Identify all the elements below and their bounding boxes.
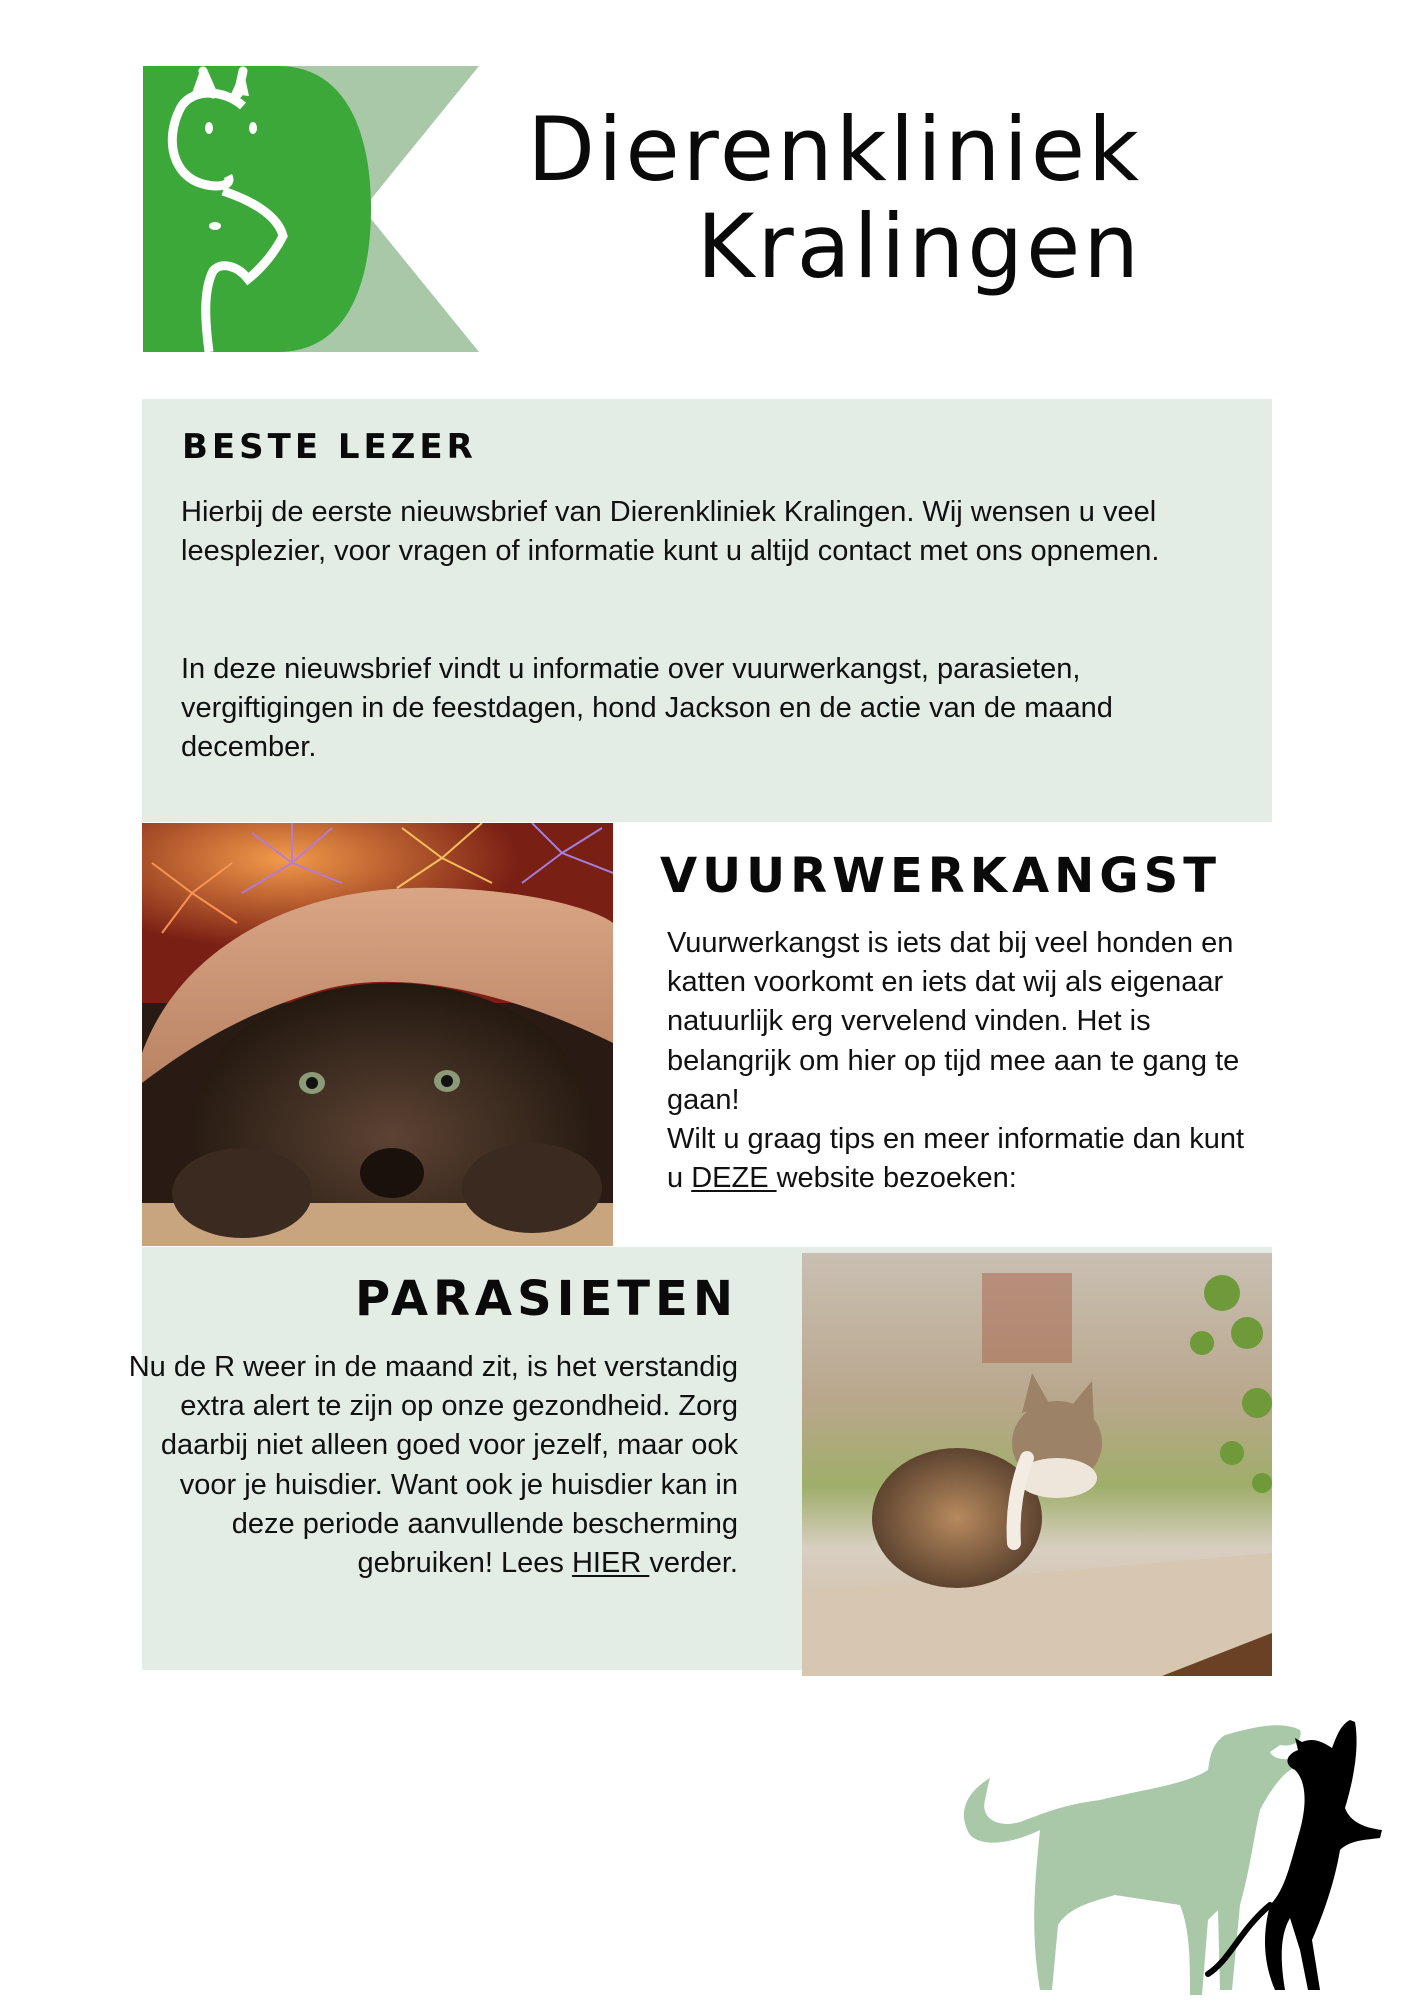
clinic-title-line1: Dierenkliniek (527, 98, 1142, 201)
cat-scratching-photo (802, 1253, 1272, 1676)
parasieten-text-2: verder. (649, 1547, 738, 1580)
hier-link[interactable]: HIER (571, 1547, 650, 1580)
parasieten-text: Nu de R weer in de maand zit, is het verstandig extra alert te zijn op onze gezondheid. Zorg daarbij niet alleen goed voor jezelf, maar ook voor je huisdier. Want ook je huisdier kan in deze periode aanvullende bescherming gebruiken! Lees (128, 1351, 738, 1580)
vuurwerkangst-text: Vuurwerkangst is iets dat bij veel honden en katten voorkomt en iets dat wij als eigenaar natuurlijk erg vervelend vinden. Het is belangrijk om hier op tijd mee aan te gang te gaan! (667, 927, 1240, 1116)
vuurwerkangst-body (667, 924, 1267, 1198)
dog-under-blanket-fireworks-photo (142, 823, 613, 1246)
intro-heading: BESTE LEZER (182, 427, 477, 467)
clinic-logo (143, 66, 479, 352)
clinic-title-line2: Kralingen (696, 195, 1142, 298)
vuurwerkangst-text-3: website bezoeken: (776, 1162, 1017, 1195)
intro-paragraph-1: Hierbij de eerste nieuwsbrief van Dierenkliniek Kralingen. Wij wensen u veel leesplezier, voor vragen of informatie kunt u altijd contact met ons opnemen. (181, 496, 1160, 568)
intro-paragraph-2: In deze nieuwsbrief vindt u informatie over vuurwerkangst, parasieten, vergiftigingen in de feestdagen, hond Jackson en de actie van de maand december. (181, 653, 1113, 764)
dog-silhouette-icon (964, 1725, 1301, 1995)
vuurwerkangst-heading: VUURWERKANGST (660, 848, 1221, 904)
dog-and-cat-silhouettes (940, 1690, 1414, 2000)
vuurwerkangst-text-2: Wilt u graag tips en meer informatie dan kunt u (667, 1123, 1245, 1195)
deze-website-link[interactable]: DEZE (691, 1162, 777, 1195)
parasieten-body (118, 1348, 738, 1583)
cat-dog-d-logo-icon (143, 66, 479, 352)
parasieten-heading: PARASIETEN (355, 1271, 738, 1327)
